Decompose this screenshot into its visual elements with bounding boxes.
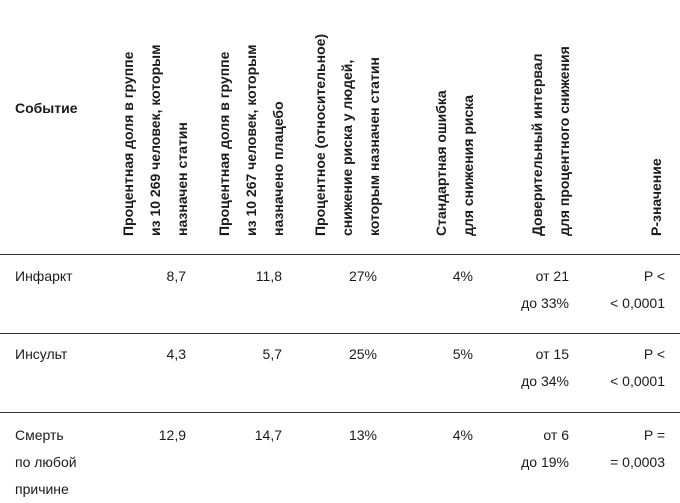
ci-value: от 21 до 33% [521,268,569,311]
header-relative-reduction: Процентное (относительное) снижение риска у людей, которым назначен статин [312,33,382,236]
p-value: P < < 0,0001 [610,346,665,389]
ci-value: от 15 до 34% [521,346,569,389]
statin-value: 8,7 [166,268,186,284]
statin-value: 4,3 [166,346,186,362]
statin-value: 12,9 [158,427,186,443]
header-placebo-share: Процентная доля в группе из 10 267 человек, которым назначено плацебо [216,44,286,236]
placebo-value: 14,7 [254,427,282,443]
header-std-error: Стандартная ошибка для снижения риска [433,90,476,236]
event-name: Инфаркт [15,268,73,284]
event-name: Инсульт [15,346,68,362]
ci-value: от 6 до 19% [521,427,569,470]
se-value: 4% [452,268,473,284]
divider [0,333,680,334]
placebo-value: 11,8 [255,268,282,284]
reduction-value: 13% [348,427,377,443]
header-event: Событие [15,100,78,116]
reduction-value: 27% [348,268,377,284]
se-value: 4% [452,427,473,443]
divider [0,412,680,413]
event-name: Смерть по любой причине [15,427,77,497]
header-statin-share: Процентная доля в группе из 10 269 человек, которым назначен статин [120,44,190,236]
divider [0,254,680,255]
reduction-value: 25% [348,346,377,362]
se-value: 5% [452,346,473,362]
header-p-value: Р-значение [648,158,664,236]
p-value: P = = 0,0003 [610,427,665,470]
header-conf-interval: Доверительный интервал для процентного снижения [529,46,572,236]
p-value: P < < 0,0001 [610,268,665,311]
placebo-value: 5,7 [262,346,282,362]
